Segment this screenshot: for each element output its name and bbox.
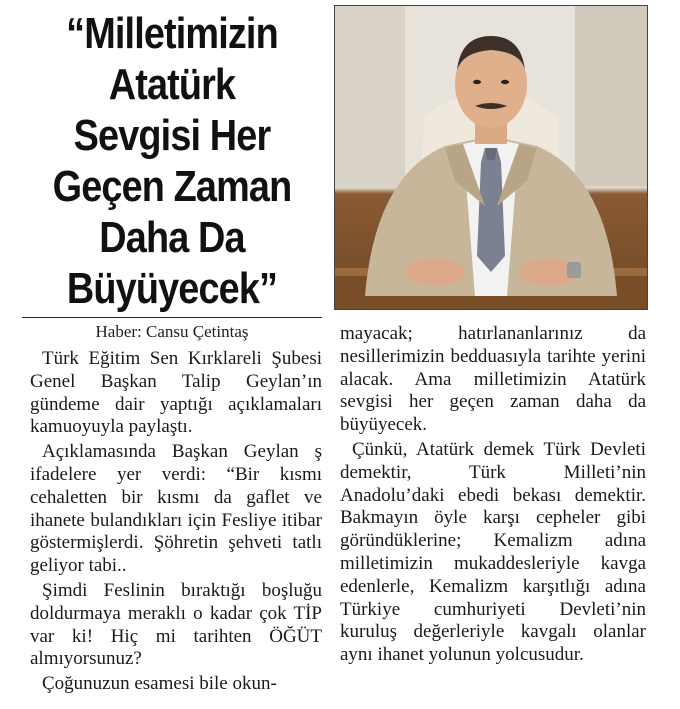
paragraph: Çoğunuzun esamesi bile okun- bbox=[42, 673, 277, 695]
paragraph: Türk Eğitim Sen Kırklareli Şubesi Genel Başkan Talip Geylan’ın gündeme dair yaptığı açıklamaları kamuoyuyla paylaştı. bbox=[30, 348, 322, 438]
paragraph: mayacak; hatırlananlarınız da nesillerimizin bedduasıyla tarihte yerini alacak. Ama milletimizin Atatürk sevgisi her geçen zaman daha da büyüyecek. bbox=[340, 323, 646, 436]
headline: “Milletimizin Atatürk Sevgisi Her Geçen Zaman Daha Da Büyüyecek” bbox=[52, 9, 292, 313]
paragraph: Açıklamasında Başkan Geylan ş ifadelere yer verdi: “Bir kısmı cehaletten bir kısmı da gaflet ve ihanete bulandıkları için Fesliye itibar göstermişlerdi. Şöhretin şehveti tatlı geliyor tabi.. bbox=[30, 441, 322, 577]
byline: Haber: Cansu Çetintaş bbox=[95, 322, 249, 341]
paragraph: Çünkü, Atatürk demek Türk Devleti demektir, Türk Milleti’nin Anadolu’daki ebedi bekası demektir. Bakmayın öyle karşı cepheler gibi göründüklerine; Kemalizm adına milletimizin mukaddesleriyle kavga edenlerle, Kemalizm karşıtlığı adına Türkiye cumhuriyeti Devleti’nin kuruluş değerleriyle kavgalı olanlar aynı ihanet yolunun yolcusudur. bbox=[340, 438, 646, 666]
headline-rule bbox=[22, 317, 322, 318]
portrait-illustration bbox=[335, 6, 647, 309]
right-column bbox=[340, 323, 646, 667]
left-column bbox=[30, 348, 322, 696]
portrait-photo bbox=[334, 5, 648, 310]
paragraph: Şimdi Feslinin bıraktığı boşluğu doldurmaya meraklı o kadar çok TİP var ki! Hiç mi tarihten ÖĞÜT almıyorsunuz? bbox=[30, 579, 322, 670]
